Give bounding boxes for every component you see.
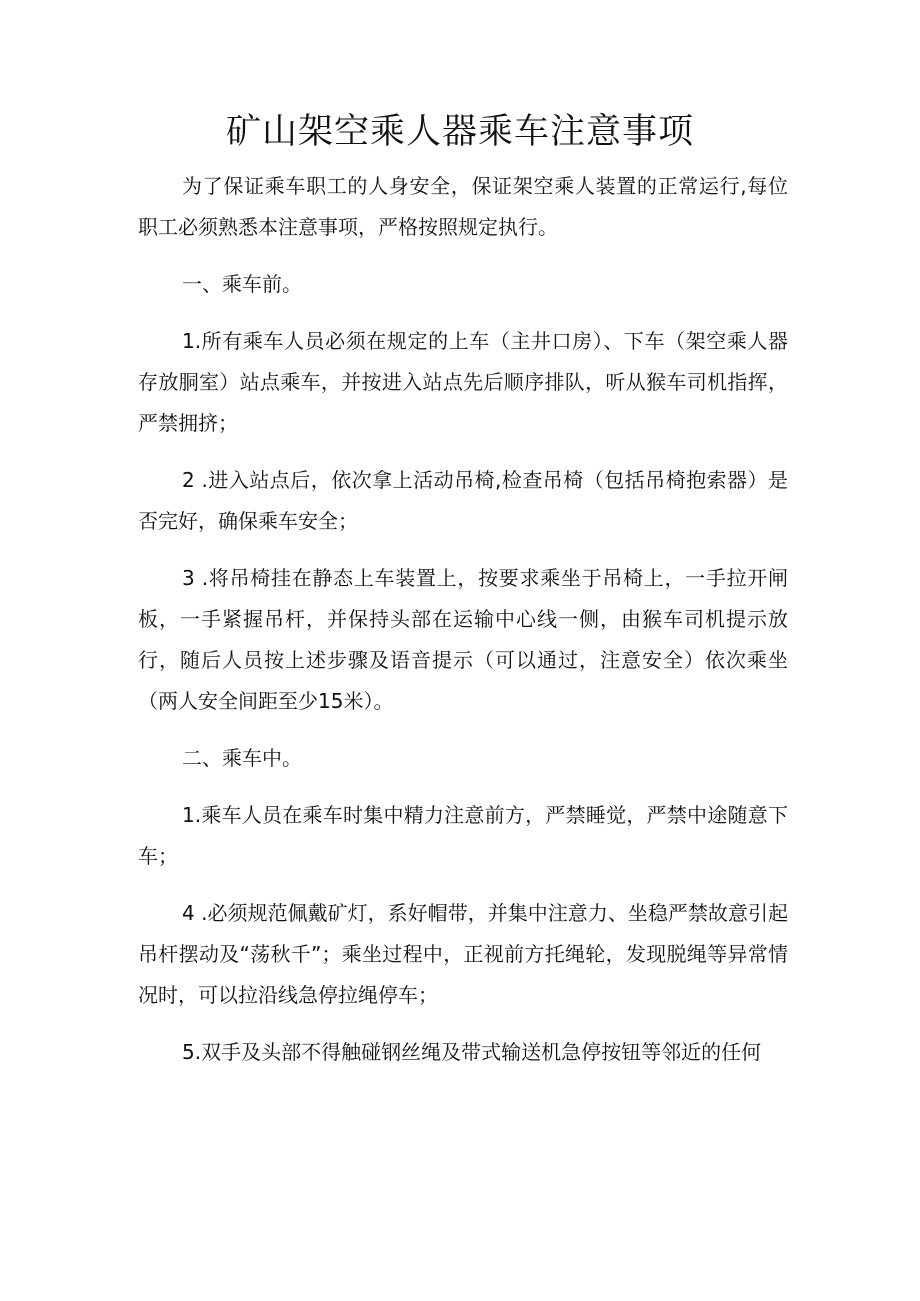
section-heading-before-ride: 一、乘车前。 bbox=[182, 272, 302, 296]
document-title: 矿山架空乘人器乘车注意事项 bbox=[225, 112, 694, 152]
document-body bbox=[138, 166, 788, 1089]
rule-paragraph: 3 .将吊椅挂在静态上车装置上，按要求乘坐于吊椅上，一手拉开闸板，一手紧握吊杆，并保持头部在运输中心线一侧，由猴车司机提示放行，随后人员按上述步骤及语音提示（可以通过，注意安全）依次乘坐（两人安全间距至少15米）。 bbox=[138, 566, 788, 713]
section-heading-during-ride: 二、乘车中。 bbox=[182, 746, 302, 770]
rule-paragraph: 1.所有乘车人员必须在规定的上车（主井口房）、下车（架空乘人器存放胴室）站点乘车，并按进入站点先后顺序排队，听从猴车司机指挥，严禁拥挤； bbox=[138, 329, 788, 435]
rule-paragraph: 2 .进入站点后，依次拿上活动吊椅,检查吊椅（包括吊椅抱索器）是否完好，确保乘车安全； bbox=[138, 468, 788, 533]
rule-paragraph: 4 .必须规范佩戴矿灯，系好帽带，并集中注意力、坐稳严禁故意引起吊杆摆动及“荡秋千”；乘坐过程中，正视前方托绳轮，发现脱绳等异常情况时，可以拉沿线急停拉绳停车； bbox=[138, 901, 788, 1007]
rule-paragraph: 5.双手及头部不得触碰钢丝绳及带式输送机急停按钮等邻近的任何 bbox=[182, 1040, 762, 1064]
intro-paragraph: 为了保证乘车职工的人身安全，保证架空乘人装置的正常运行,每位职工必须熟悉本注意事项，严格按照规定执行。 bbox=[138, 174, 788, 239]
rule-paragraph: 1.乘车人员在乘车时集中精力注意前方，严禁睡觉，严禁中途随意下车； bbox=[138, 803, 788, 868]
